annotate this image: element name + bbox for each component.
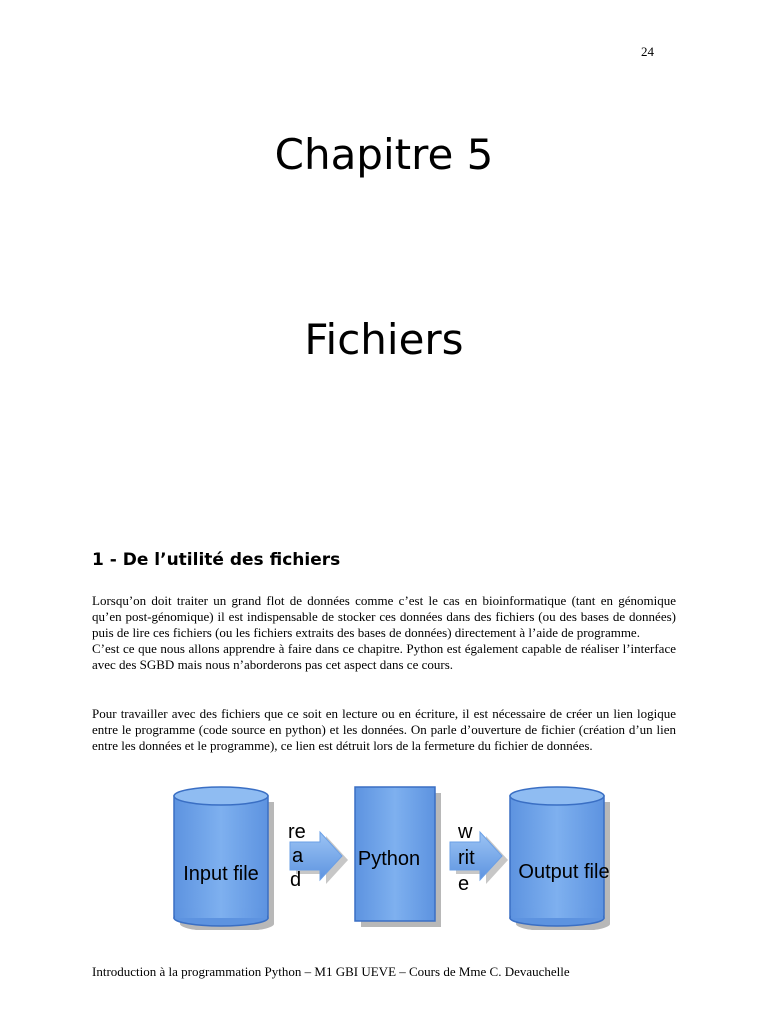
write-label: w rit e	[458, 821, 475, 895]
read-label: re a d	[288, 821, 306, 891]
paragraph-2: C’est ce que nous allons apprendre à faire dans ce chapitre. Python est également capable de réaliser l’interface avec des SGBD mais nous n’aborderons pas cet aspect dans ce cours.	[92, 641, 676, 672]
paragraph-3: Pour travailler avec des fichiers que ce soit en lecture ou en écriture, il est nécessaire de créer un lien logique entre le programme (code source en python) et les données. On parle d’ouverture de fichier (création d’un lien entre les données et le programme), ce lien est détruit lors de la fermeture du fichier de données.	[92, 706, 676, 753]
python-label: Python	[357, 848, 421, 870]
footer: Introduction à la programmation Python – M1 GBI UEVE – Cours de Mme C. Devauchelle	[92, 964, 570, 979]
section-heading: 1 - De l’utilité des fichiers	[92, 550, 341, 570]
paragraph-1: Lorsqu’on doit traiter un grand flot de données comme c’est le cas en bioinformatique (tant en génomique qu’en post-génomique) il est indispensable de stocker ces données dans des fichiers (ou des bases de données) puis de lire ces fichiers (ou les fichiers extraits des bases de données) directement à l’aide de programme.	[92, 593, 676, 640]
read-arrow	[288, 821, 348, 891]
input-file-label: Input file	[183, 863, 259, 885]
chapter-title: Chapitre 5	[274, 130, 494, 179]
intro-text	[92, 593, 676, 673]
input-file-cylinder	[174, 787, 274, 930]
output-file-label: Output file	[518, 861, 610, 883]
page-number: 24	[641, 44, 654, 59]
write-arrow	[450, 821, 508, 895]
file-flow-diagram	[160, 780, 620, 930]
main-title: Fichiers	[304, 315, 464, 364]
python-box	[355, 787, 441, 927]
link-text	[92, 706, 676, 754]
output-file-cylinder	[510, 787, 610, 930]
